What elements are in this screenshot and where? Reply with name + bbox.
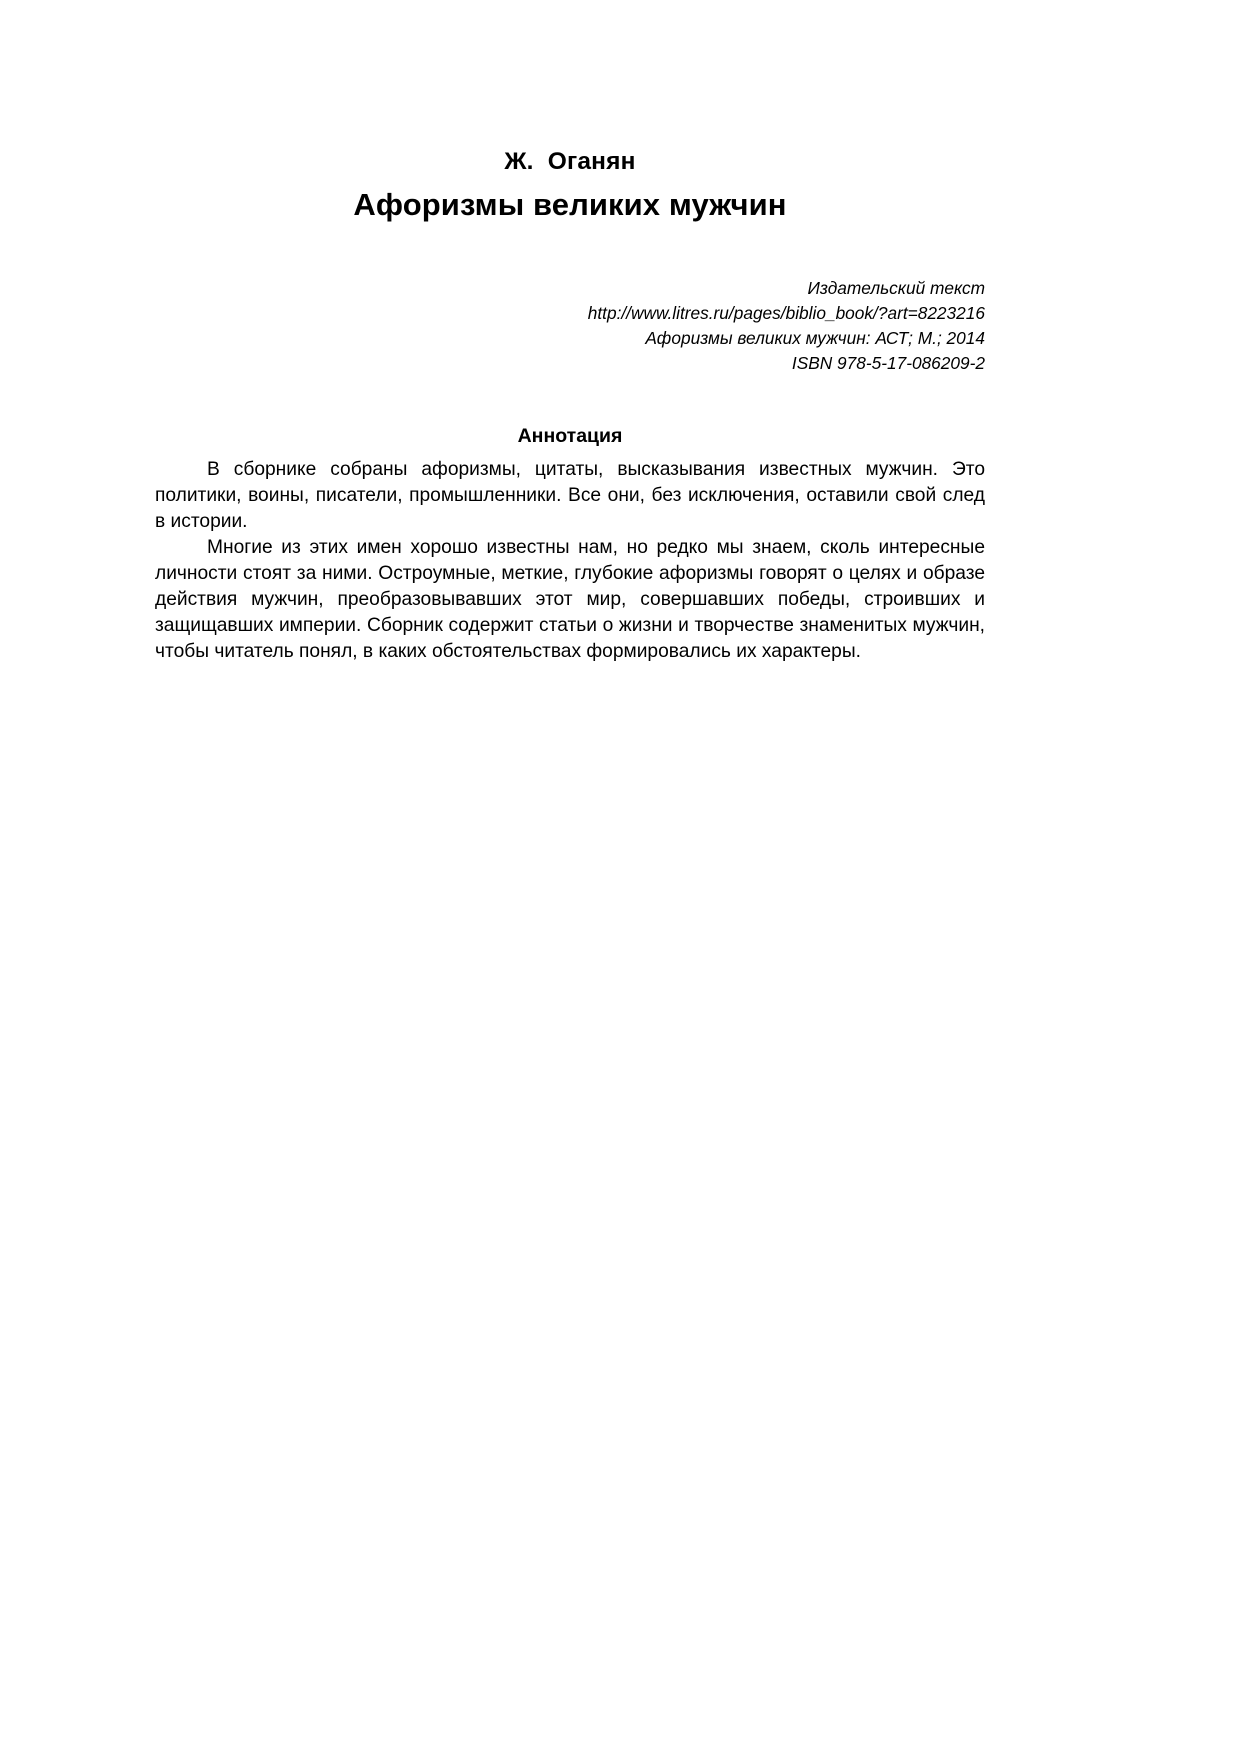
imprint-isbn: ISBN 978-5-17-086209-2 xyxy=(791,352,985,373)
annotation-paragraph-1: В сборнике собраны афоризмы, цитаты, высказывания известных мужчин. Это политики, воины, писатели, промышленники. Все они, без исключения, оставили свой след в истории. xyxy=(155,459,985,533)
annotation-body xyxy=(155,457,985,665)
imprint-publisher-text: Издательский текст xyxy=(807,278,985,299)
author-name: Ж. Оганян xyxy=(504,148,636,175)
book-title: Афоризмы великих мужчин xyxy=(353,186,787,222)
imprint-edition: Афоризмы великих мужчин: АСТ; М.; 2014 xyxy=(645,327,985,348)
imprint-block xyxy=(155,276,985,376)
title-block xyxy=(155,148,985,223)
page-content xyxy=(155,0,985,665)
annotation-paragraph-2: Многие из этих имен хорошо известны нам, но редко мы знаем, сколь интересные личности стоят за ними. Остроумные, меткие, глубокие афоризмы говорят о целях и образе действия мужчин, преобразовывавших этот мир, совершавших победы, строивших и защищавших империи. Сборник содержит статьи о жизни и творчестве знаменитых мужчин, чтобы читатель понял, в каких обстоятельствах формировались их характеры. xyxy=(155,537,985,663)
imprint-source-url: http://www.litres.ru/pages/biblio_book/?art=8223216 xyxy=(587,303,985,323)
annotation-heading: Аннотация xyxy=(517,424,623,447)
